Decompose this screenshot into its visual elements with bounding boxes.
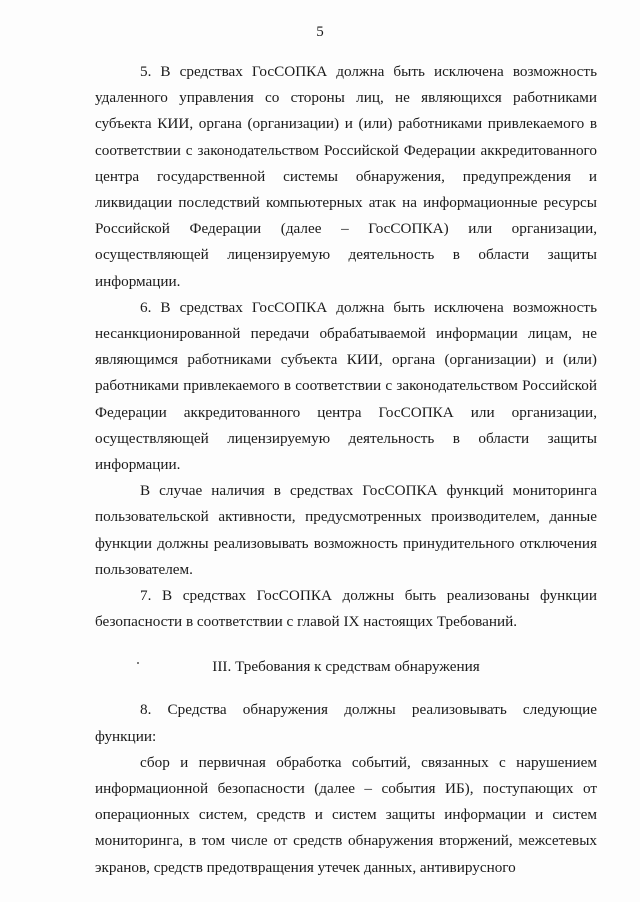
paragraph-item-5: 5. В средствах ГосСОПКА должна быть исключена возможность удаленного управления со стороны лиц, не являющихся работниками субъекта КИИ, органа (организации) и (или) работниками привлекаемого в соответствии с законодательством Российской Федерации аккредитованного центра государственной системы обнаружения, предупреждения и ликвидации последствий компьютерных атак на информационные ресурсы Российской Федерации (далее – ГосСОПКА) или организации, осуществляющей лицензируемую деятельность в области защиты информации. [95,63,597,290]
paragraph-item-6: 6. В средствах ГосСОПКА должна быть исключена возможность несанкционированной передачи обрабатываемой информации лицам, не являющимся работниками субъекта КИИ, органа (организации) и (или) работниками привлекаемого в соответствии с законодательством Российской Федерации аккредитованного центра ГосСОПКА или организации, осуществляющей лицензируемую деятельность в области защиты информации. [95,298,597,474]
document-body [95,59,597,881]
paragraph-collection: сбор и первичная обработка событий, связанных с нарушением информационной безопасности (далее – события ИБ), поступающих от операционных систем, средств и систем защиты информации и систем мониторинга, в том числе от средств обнаружения вторжений, межсетевых экранов, средств предотвращения утечек данных, антивирусного [95,753,597,876]
paragraph-monitoring: В случае наличия в средствах ГосСОПКА функций мониторинга пользовательской активности, предусмотренных производителем, данные функции должны реализовывать возможность принудительного отключения пользователем. [95,482,597,578]
paragraph-item-7: 7. В средствах ГосСОПКА должны быть реализованы функции безопасности в соответствии с главой IX настоящих Требований. [95,587,597,631]
scan-speck [137,662,139,664]
paragraph-item-8: 8. Средства обнаружения должны реализовывать следующие функции: [95,701,597,745]
section-heading: III. Требования к средствам обнаружения [212,658,480,676]
page-number: 5 [316,24,324,40]
